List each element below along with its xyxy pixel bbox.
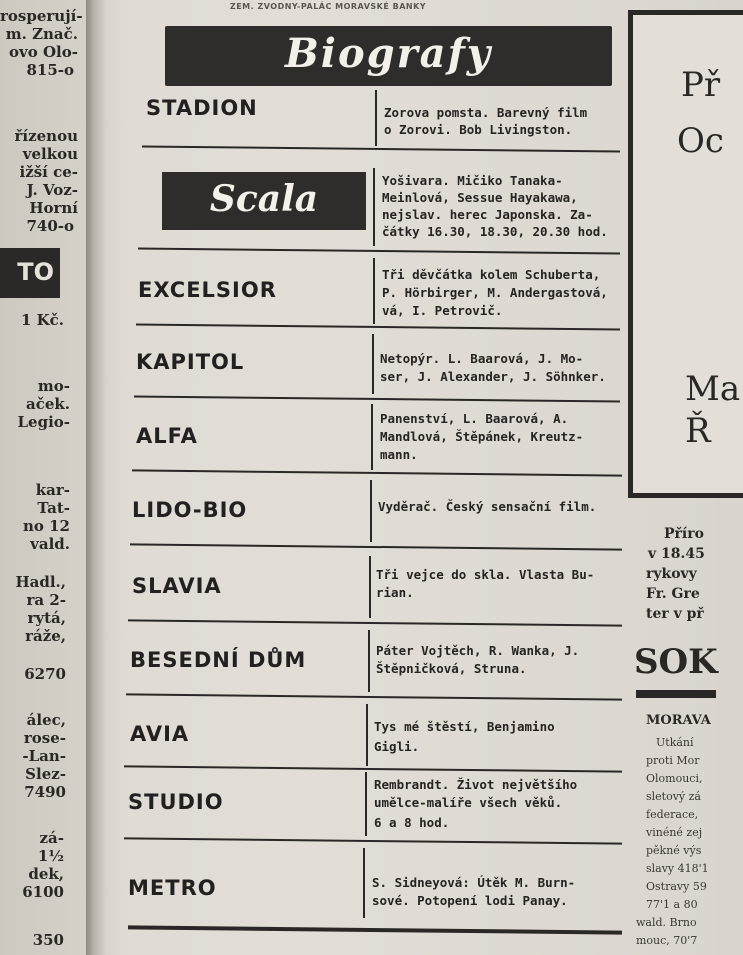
row-rule <box>124 765 622 772</box>
cinema-desc-line: o Zorovi. Bob Livingston. <box>384 122 573 137</box>
left-line: ovo Olo- <box>9 43 78 61</box>
right-text-line: rykovy <box>646 566 697 582</box>
cinema-name-alfa: ALFA <box>136 424 198 448</box>
left-line: ráže, <box>25 627 66 645</box>
left-column <box>0 0 92 955</box>
ad-text: Ř <box>685 411 711 451</box>
left-line: álec, <box>26 711 66 729</box>
left-line: aček. <box>25 395 70 413</box>
ad-text: Oc <box>677 121 724 161</box>
right-small-line: mouc, 70'7 <box>636 934 698 947</box>
cinema-listing <box>120 0 625 955</box>
left-line: no 12 <box>22 517 70 535</box>
cinema-desc-line: Meinlová, Sessue Hayakawa, <box>382 190 578 205</box>
left-line: rosperují- <box>0 7 83 25</box>
row-rule <box>134 395 620 402</box>
left-line: Tat- <box>37 499 70 517</box>
cinema-desc-line: Panenství, L. Baarová, A. <box>380 411 569 426</box>
left-line: 7490 <box>24 783 66 801</box>
scala-logo-text: Scala <box>209 178 319 220</box>
cinema-desc-line: P. Hörbirger, M. Andergastová, <box>382 285 608 300</box>
cinema-desc-line: mann. <box>380 447 418 462</box>
row-rule <box>138 247 620 254</box>
right-small-line: pěkné výs <box>646 844 702 857</box>
cinema-desc-line: Páter Vojtěch, R. Wanka, J. <box>376 643 580 658</box>
left-line: ižší ce- <box>19 163 78 181</box>
row-rule <box>132 469 622 476</box>
cinema-desc-line: Štěpničková, Struna. <box>376 661 527 676</box>
left-line: Hadl., <box>15 573 66 591</box>
right-small-line: 77'1 a 80 <box>646 898 698 911</box>
row-rule <box>128 619 622 626</box>
row-rule <box>142 145 620 152</box>
cinema-desc-line: Rembrandt. Život největšího <box>374 777 578 792</box>
column-divider <box>372 334 374 394</box>
cinema-desc-line: Yošivara. Mičiko Tanaka- <box>382 173 563 188</box>
left-line: rytá, <box>27 609 66 627</box>
column-divider <box>368 630 370 692</box>
cinema-name-studio: STUDIO <box>128 790 224 814</box>
right-text-line: Příro <box>664 526 704 542</box>
right-small-line: wald. Brno <box>636 916 697 929</box>
row-rule <box>124 837 622 844</box>
cinema-desc-line: sové. Potopení lodi Panay. <box>372 893 568 908</box>
cinema-name-slavia: SLAVIA <box>132 574 222 598</box>
column-divider <box>363 848 365 918</box>
right-heading: SOK <box>634 642 718 682</box>
column-divider <box>369 556 371 618</box>
left-line: 6100 <box>22 883 64 901</box>
left-line: 740-o <box>26 217 74 235</box>
cinema-name-kapitol: KAPITOL <box>136 350 245 374</box>
right-section-title: MORAVA <box>646 713 711 728</box>
right-ad-box <box>628 10 743 498</box>
page-fold <box>86 0 122 955</box>
right-small-line: sletový zá <box>646 790 701 803</box>
left-line: vald. <box>30 535 70 553</box>
right-text-line: ter v př <box>646 606 704 622</box>
left-line: zá- <box>39 829 64 847</box>
left-banner-text: TO <box>17 258 54 286</box>
left-line: rose- <box>23 729 66 747</box>
cinema-desc-line: rian. <box>376 585 414 600</box>
left-black-banner <box>0 248 60 298</box>
left-line: 815-o <box>26 61 74 79</box>
cinema-desc-line: čátky 16.30, 18.30, 20.30 hod. <box>382 224 608 239</box>
left-line: 350 <box>32 931 64 949</box>
row-rule <box>126 693 622 700</box>
left-line: dek, <box>28 865 64 883</box>
column-divider <box>366 704 368 766</box>
header-banner <box>165 26 612 86</box>
cinema-desc-line: Zorova pomsta. Barevný film <box>384 105 588 120</box>
column-divider <box>365 772 367 836</box>
left-line: velkou <box>22 145 78 163</box>
row-rule <box>130 543 622 550</box>
column-divider <box>373 168 375 246</box>
cinema-desc-line: 6 a 8 hod. <box>374 815 450 830</box>
cinema-desc-line: Tři vejce do skla. Vlasta Bu- <box>376 567 595 582</box>
left-line: mo- <box>37 377 70 395</box>
left-line: 6270 <box>24 665 66 683</box>
left-line: 1 Kč. <box>20 311 64 329</box>
right-small-line: proti Mor <box>646 754 700 767</box>
cinema-desc-line: Netopýr. L. Baarová, J. Mo- <box>380 351 584 366</box>
scala-logo <box>162 172 366 230</box>
left-line: J. Voz- <box>26 181 78 199</box>
left-line: Slez- <box>25 765 66 783</box>
right-column <box>626 0 741 955</box>
ad-text: Př <box>681 65 721 105</box>
left-line: Legio- <box>17 413 70 431</box>
header-title: Biografy <box>284 30 493 77</box>
left-line: -Lan- <box>22 747 66 765</box>
cinema-desc-line: umělce-malíře všech věků. <box>374 795 563 810</box>
left-line: Horní <box>29 199 78 217</box>
right-small-line: Ostravy 59 <box>646 880 707 893</box>
top-strip-text: ZEM. ZVODNY-PALÁC MORAVSKÉ BANKY <box>229 2 427 11</box>
column-divider <box>370 480 372 542</box>
column-divider <box>375 90 377 146</box>
cinema-name-stadion: STADION <box>146 96 258 120</box>
bottom-rule <box>128 925 622 934</box>
cinema-name-excelsior: EXCELSIOR <box>138 278 277 302</box>
row-rule <box>136 323 620 330</box>
ad-text: Ma <box>685 369 741 409</box>
right-heading-bar <box>636 690 716 698</box>
cinema-name-besedni-dum: BESEDNÍ DŮM <box>130 648 307 672</box>
cinema-desc-line: vá, I. Petrovič. <box>382 303 503 318</box>
cinema-desc-line: Gigli. <box>374 739 420 754</box>
left-line: řízenou <box>14 127 78 145</box>
left-line: kar- <box>35 481 70 499</box>
cinema-desc-line: Tys mé štěstí, Benjamino <box>374 719 555 734</box>
column-divider <box>371 404 373 470</box>
right-small-line: Olomouci, <box>646 772 703 785</box>
right-small-line: slavy 418'1 <box>646 862 709 875</box>
right-text-line: Fr. Gre <box>646 586 700 602</box>
cinema-desc-line: S. Sidneyová: Útěk M. Burn- <box>372 875 576 890</box>
left-line: m. Znač. <box>5 25 78 43</box>
cinema-name-avia: AVIA <box>130 722 190 746</box>
cinema-desc-line: Vyděrač. Český sensační film. <box>378 499 597 514</box>
right-small-line: Utkání <box>656 736 694 749</box>
right-small-line: federace, <box>646 808 699 821</box>
cinema-name-lido-bio: LIDO-BIO <box>132 498 248 522</box>
cinema-desc-line: ser, J. Alexander, J. Söhnker. <box>380 369 606 384</box>
cinema-desc-line: nejslav. herec Japonska. Za- <box>382 207 593 222</box>
cinema-name-metro: METRO <box>128 876 217 900</box>
left-line: ra 2- <box>26 591 66 609</box>
left-line: 1½ <box>37 847 64 865</box>
column-divider <box>373 258 375 324</box>
right-small-line: vinéné zej <box>646 826 703 839</box>
cinema-desc-line: Tři děvčátka kolem Schuberta, <box>382 267 601 282</box>
right-text-line: v 18.45 <box>648 546 705 562</box>
cinema-desc-line: Mandlová, Štěpánek, Kreutz- <box>380 429 584 444</box>
